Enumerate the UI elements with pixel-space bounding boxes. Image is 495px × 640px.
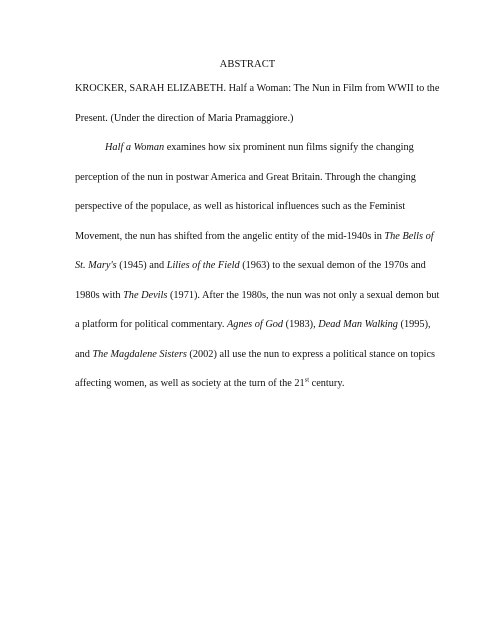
text-run: examines how six prominent nun films signify the changing: [164, 142, 414, 153]
film-title: The Magdalene Sisters: [92, 348, 187, 360]
text-run: 1980s with: [75, 289, 124, 301]
text-run: Movement, the nun has shifted from the angelic entity of the mid-1940s in: [75, 230, 385, 242]
film-title: The Devils: [123, 289, 168, 301]
citation-line-1: [75, 82, 440, 95]
text-run: (1995),: [397, 319, 431, 330]
film-title: Agnes of God: [227, 319, 284, 330]
abstract-heading: ABSTRACT: [219, 59, 276, 70]
paragraph-line-1: [75, 141, 420, 154]
author-name: KROCKER, SARAH ELIZABETH.: [75, 83, 227, 94]
text-run: (1945) and: [116, 260, 167, 271]
italic-title: Half a Woman: [105, 142, 165, 153]
film-title: St. Mary's: [75, 260, 117, 271]
citation-line-2: Present. (Under the direction of Maria Pramaggiore.): [75, 112, 294, 124]
paragraph-line-3: perspective of the populace, as well as historical influences such as the Feminist: [75, 201, 406, 212]
film-title: Lilies of the Field: [166, 260, 240, 271]
film-title: Dead Man Walking: [318, 319, 398, 330]
paragraph-line-2: perception of the nun in postwar America and Great Britain. Through the changing: [75, 171, 416, 183]
text-run: (1971). After the 1980s, the nun was not only a sexual demon but: [167, 289, 440, 301]
text-run: a platform for political commentary.: [75, 319, 228, 330]
text-run: (1963) to the sexual demon of the 1970s and: [239, 260, 426, 271]
text-run: (1983),: [283, 319, 319, 330]
text-run: (2002) all use the nun to express a political stance on topics: [186, 348, 436, 360]
paragraph-line-6: [75, 289, 440, 302]
paragraph-line-4: [75, 230, 434, 243]
text-run: and: [75, 348, 93, 360]
ordinal-suffix: st: [304, 376, 310, 384]
thesis-title: Half a Woman: The Nun in Film from WWII to the: [228, 83, 440, 94]
text-run: affecting women, as well as society at the turn of the 21: [75, 378, 305, 389]
film-title: The Bells of: [384, 230, 434, 242]
text-run: century.: [309, 378, 345, 389]
paragraph-line-5: [75, 259, 426, 272]
abstract-body: [75, 82, 440, 407]
paragraph-line-7: [75, 318, 431, 331]
paragraph-line-9: [75, 377, 420, 390]
paragraph-line-8: [75, 348, 436, 361]
